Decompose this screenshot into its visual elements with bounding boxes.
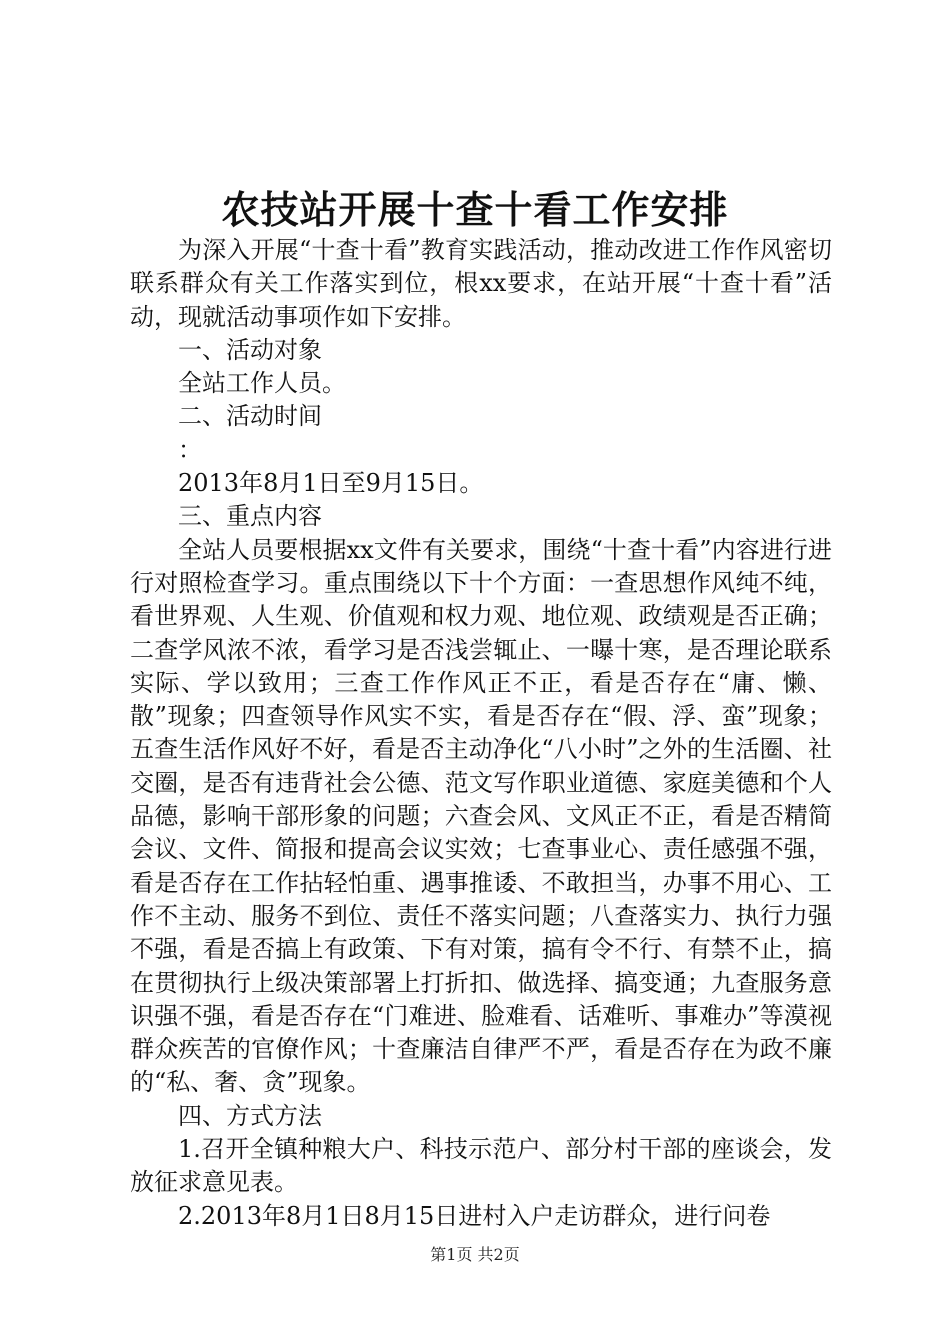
section-4-item-2: 2.2013年8月1日8月15日进村入户走访群众，进行问卷 xyxy=(178,1201,771,1230)
section-3-text: 全站人员要根据xx文件有关要求，围绕“十查十看”内容进行进行对照检查学习。重点围绕以下十个方面：一查思想作风纯不纯，看世界观、人生观、价值观和权力观、地位观、政绩观是否正确；二查学风浓不浓，看学习是否浅尝辄止、一曝十寒，是否理论联系实际、学以致用；三查工作作风正不正，看是否存在“庸、懒、散”现象；四查领导作风实不实，看是否存在“假、浮、蛮”现象；五查生活作风好不好，看是否主动净化“八小时”之外的生活圈、社交圈，是否有违背社会公德、范文写作职业道德、家庭美德和个人品德，影响干部形象的问题；六查会风、文风正不正，看是否精简会议、文件、简报和提高会议实效；七查事业心、责任感强不强，看是否存在工作拈轻怕重、遇事推诿、不敢担当，办事不用心、工作不主动、服务不到位、责任不落实问题；八查落实力、执行力强不强，看是否搞上有政策、下有对策，搞有令不行、有禁不止，搞在贯彻执行上级决策部署上打折扣、做选择、搞变通；九查服务意识强不强，看是否存在“门难进、脸难看、话难听、事难办”等漠视群众疾苦的官僚作风；十查廉洁自律严不严，看是否存在为政不廉的“私、奢、贪”现象。 xyxy=(130,535,832,1097)
section-heading-3: 三、重点内容 xyxy=(178,502,322,531)
section-heading-4: 四、方式方法 xyxy=(178,1101,322,1130)
section-4-item-1: 1.召开全镇种粮大户、科技示范户、部分村干部的座谈会，发放征求意见表。 xyxy=(130,1135,832,1197)
document-body xyxy=(130,234,832,1233)
intro-paragraph: 为深入开展“十查十看”教育实践活动，推动改进工作作风密切联系群众有关工作落实到位，根xx要求，在站开展“十查十看”活动，现就活动事项作如下安排。 xyxy=(130,236,832,331)
section-1-text: 全站工作人员。 xyxy=(178,369,346,398)
section-heading-1: 一、活动对象 xyxy=(178,335,322,364)
document-title: 农技站开展十查十看工作安排 xyxy=(221,187,729,232)
section-heading-2: 二、活动时间 xyxy=(178,402,322,431)
section-2-colon: ： xyxy=(178,435,202,464)
page-number: 第1页 共2页 xyxy=(430,1245,520,1264)
section-2-text: 2013年8月1日至9月15日。 xyxy=(178,469,484,498)
